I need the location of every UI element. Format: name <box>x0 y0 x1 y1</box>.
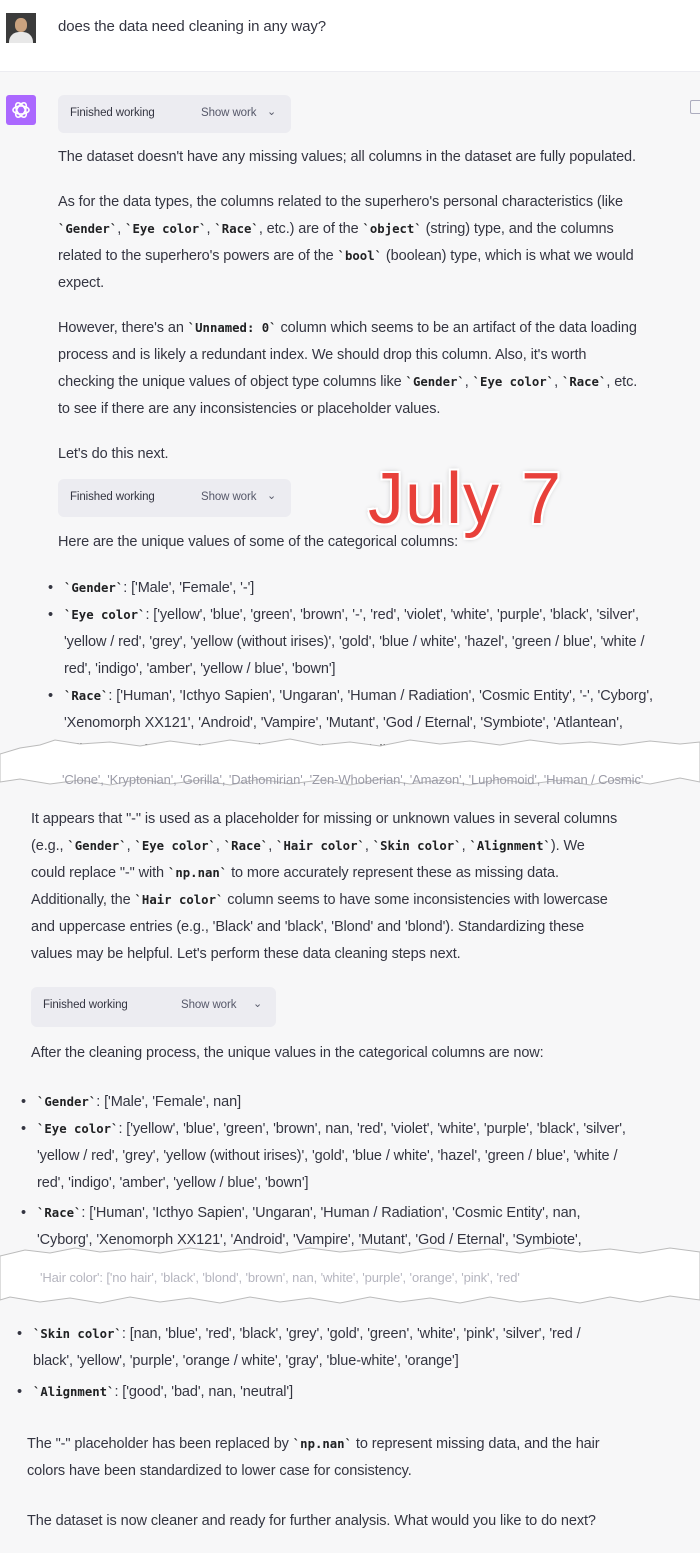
text-segment: to more accurately represent these as missing data. <box>227 865 559 881</box>
inline-code: `Eye color` <box>125 222 207 236</box>
text-segment: (string) type, and the columns <box>421 221 614 237</box>
line <box>58 315 698 342</box>
inline-code: `Gender` <box>405 375 465 389</box>
chevron-down-icon: ⌄ <box>267 490 277 502</box>
inline-code: `object` <box>362 222 422 236</box>
eye-values-2: 'yellow / red', 'grey', 'yellow (without irises)', 'gold', 'blue / white', 'hazel', 'green / blue', 'white / <box>64 634 645 650</box>
text-segment: process and is likely a redundant index. We should drop this column. Also, it's worth <box>58 347 587 363</box>
text-segment: (boolean) type, which is what we would <box>382 248 634 264</box>
line <box>31 914 696 941</box>
list-item-eye-color <box>37 1116 697 1197</box>
text-segment: , <box>554 374 562 390</box>
inline-code: `Hair color` <box>276 839 365 853</box>
date-watermark: July 7 <box>368 459 563 539</box>
list-bullet: • <box>48 580 53 596</box>
paragraph-unnamed-column <box>58 315 698 423</box>
list-item-gender <box>64 575 254 602</box>
text-segment: , <box>215 838 224 854</box>
alignment-values: : ['good', 'bad', nan, 'neutral'] <box>114 1384 294 1400</box>
remaining-values-list <box>17 1321 697 1411</box>
text-segment: The "-" placeholder has been replaced by <box>27 1436 293 1452</box>
list-bullet: • <box>17 1326 22 1342</box>
list-item-alignment <box>33 1379 293 1406</box>
code-gender: `Gender` <box>37 1095 97 1109</box>
text-segment: ). We <box>550 838 585 854</box>
avatar-face <box>15 18 27 32</box>
gender-values: : ['Male', 'Female', '-'] <box>123 580 255 596</box>
eye-values-3: red', 'indigo', 'amber', 'yellow / blue', 'bown'] <box>37 1175 309 1191</box>
text-segment: , etc.) are of the <box>258 221 363 237</box>
text-segment: column which seems to be an artifact of the data loading <box>276 320 637 336</box>
text-segment: , <box>268 838 277 854</box>
finished-working-label: Finished working <box>70 107 155 119</box>
text-segment: , etc. <box>606 374 638 390</box>
show-work-button[interactable]: Show work <box>181 999 237 1011</box>
user-question: does the data need cleaning in any way? <box>58 18 326 35</box>
text-segment: (e.g., <box>31 838 68 854</box>
paragraph-replaced <box>27 1431 697 1485</box>
unique-values-list <box>48 575 698 735</box>
list-bullet: • <box>48 688 53 704</box>
text-segment: , <box>126 838 135 854</box>
inline-code: `Hair color` <box>134 893 224 907</box>
list-item-eye-color <box>64 602 694 683</box>
inline-code: `Skin color` <box>372 839 462 853</box>
faded-hair-line: 'Hair color': ['no hair', 'black', 'blond', 'brown', nan, 'white', 'purple', 'orange', 'pink', 'red' <box>40 1270 520 1285</box>
line <box>31 833 696 860</box>
code-gender: `Gender` <box>64 581 124 595</box>
paragraph-placeholder <box>31 806 696 968</box>
eye-values-3: red', 'indigo', 'amber', 'yellow / blue', 'bown'] <box>64 661 336 677</box>
show-work-button[interactable]: Show work <box>201 107 257 119</box>
text-segment: , <box>461 838 470 854</box>
list-bullet: • <box>21 1121 26 1137</box>
eye-values-1: : ['yellow', 'blue', 'green', 'brown', '-', 'red', 'violet', 'white', 'purple', 'black', 'silver', <box>145 607 639 623</box>
paragraph-unique-values: Here are the unique values of some of the categorical columns: <box>58 534 459 550</box>
inline-code: `Unnamed: 0` <box>187 321 277 335</box>
text-segment: As for the data types, the columns related to the superhero's personal characteristics (like <box>58 194 623 210</box>
text-segment: column seems to have some inconsistencies with lowercase <box>223 892 608 908</box>
text-segment: values may be helpful. Let's perform these data cleaning steps next. <box>31 946 461 962</box>
paragraph-after-cleaning: After the cleaning process, the unique values in the categorical columns are now: <box>31 1045 544 1061</box>
text-segment: and uppercase entries (e.g., 'Black' and 'black', 'Blond' and 'blond'). Standardizing these <box>31 919 585 935</box>
line <box>31 806 696 833</box>
inline-code: `Race` <box>561 375 607 389</box>
text-segment: , <box>364 838 373 854</box>
show-work-button[interactable]: Show work <box>201 491 257 503</box>
chevron-down-icon: ⌄ <box>267 106 277 118</box>
text-segment: expect. <box>58 275 105 291</box>
skin-values-1: : [nan, 'blue', 'red', 'black', 'grey', 'gold', 'green', 'white', 'pink', 'silver', 'red / <box>121 1326 581 1342</box>
openai-logo-icon <box>6 95 36 125</box>
text-segment: However, there's an <box>58 320 188 336</box>
finished-working-box[interactable] <box>31 987 276 1027</box>
list-item-gender <box>37 1089 241 1116</box>
finished-working-label: Finished working <box>70 491 155 503</box>
text-segment: Additionally, the <box>31 892 135 908</box>
paragraph-next: Let's do this next. <box>58 446 169 462</box>
inline-code: `Gender` <box>58 222 118 236</box>
finished-working-label: Finished working <box>43 999 128 1011</box>
line <box>58 369 698 396</box>
line <box>31 941 696 968</box>
line <box>27 1431 697 1458</box>
line <box>58 189 688 216</box>
finished-working-box[interactable] <box>58 479 291 517</box>
inline-code: `Race` <box>223 839 269 853</box>
torn-paper-edge <box>0 718 700 808</box>
text-segment: checking the unique values of object type columns like <box>58 374 406 390</box>
inline-code: `np.nan` <box>167 866 228 880</box>
avatar-body <box>9 32 33 43</box>
inline-code: `np.nan` <box>292 1437 352 1451</box>
code-skin-color: `Skin color` <box>33 1327 122 1341</box>
text-segment: could replace "-" with <box>31 865 168 881</box>
chevron-down-icon: ⌄ <box>253 998 263 1010</box>
line <box>58 342 698 369</box>
user-avatar <box>6 13 36 43</box>
paragraph-no-missing: The dataset doesn't have any missing values; all columns in the dataset are fully populated. <box>58 149 636 165</box>
line <box>31 860 696 887</box>
text-segment: to see if there are any inconsistencies or placeholder values. <box>58 401 441 417</box>
inline-code: `Eye color` <box>134 839 216 853</box>
line <box>31 887 696 914</box>
paragraph-ready: The dataset is now cleaner and ready for further analysis. What would you like to do next? <box>27 1513 596 1529</box>
eye-values-1: : ['yellow', 'blue', 'green', 'brown', nan, 'red', 'violet', 'white', 'purple', 'black', 'silver', <box>118 1121 626 1137</box>
line <box>58 270 688 297</box>
inline-code: `Alignment` <box>469 839 551 853</box>
inline-code: `bool` <box>337 249 382 263</box>
list-item-skin-color <box>33 1321 697 1375</box>
text-segment: It appears that "-" is used as a placeholder for missing or unknown values in several columns <box>31 811 618 827</box>
list-bullet: • <box>21 1094 26 1110</box>
text-segment: , <box>464 374 473 390</box>
line <box>58 396 698 423</box>
race-values-2: 'Cyborg', 'Xenomorph XX121', 'Android', 'Vampire', 'Mutant', 'God / Eternal', 'Symbiote', <box>37 1232 582 1248</box>
line <box>58 216 688 243</box>
finished-working-box[interactable] <box>58 95 291 133</box>
skin-values-2: black', 'yellow', 'purple', 'orange / white', 'gray', 'blue-white', 'orange'] <box>33 1353 459 1369</box>
inline-code: `Gender` <box>67 839 127 853</box>
gender-values: : ['Male', 'Female', nan] <box>96 1094 242 1110</box>
code-alignment: `Alignment` <box>33 1385 115 1399</box>
list-bullet: • <box>21 1205 26 1221</box>
race-values-1: : ['Human', 'Icthyo Sapien', 'Ungaran', 'Human / Radiation', 'Cosmic Entity', '-', 'Cyborg', <box>108 688 653 704</box>
code-race: `Race` <box>64 689 109 703</box>
race-values-2: 'Xenomorph XX121', 'Android', 'Vampire', 'Mutant', 'God / Eternal', 'Symbiote', 'Atlantean', <box>64 715 623 731</box>
text-segment: colors have been standardized to lower case for consistency. <box>27 1463 412 1479</box>
user-message-row <box>0 0 700 72</box>
code-eye-color: `Eye color` <box>37 1122 119 1136</box>
text-segment: related to the superhero's powers are of the <box>58 248 338 264</box>
inline-code: `Race` <box>214 222 259 236</box>
list-bullet: • <box>17 1384 22 1400</box>
text-segment: , <box>117 221 126 237</box>
code-race: `Race` <box>37 1206 82 1220</box>
copy-icon[interactable] <box>690 100 700 114</box>
line <box>27 1458 697 1485</box>
race-values-1: : ['Human', 'Icthyo Sapien', 'Ungaran', 'Human / Radiation', 'Cosmic Entity', nan, <box>81 1205 581 1221</box>
list-bullet: • <box>48 607 53 623</box>
inline-code: `Eye color` <box>472 375 555 389</box>
text-segment: to represent missing data, and the hair <box>352 1436 600 1452</box>
code-eye-color: `Eye color` <box>64 608 146 622</box>
eye-values-2: 'yellow / red', 'grey', 'yellow (without irises)', 'gold', 'blue / white', 'hazel', 'green / blue', 'white / <box>37 1148 618 1164</box>
text-segment: , <box>206 221 215 237</box>
faded-race-line: 'Clone', 'Kryptonian', 'Gorilla', 'Dathomirian', 'Zen-Whoberian', 'Amazon', 'Luphomoid', 'Human / Cosmic' <box>62 772 644 787</box>
line <box>58 243 688 270</box>
paragraph-data-types <box>58 189 688 297</box>
